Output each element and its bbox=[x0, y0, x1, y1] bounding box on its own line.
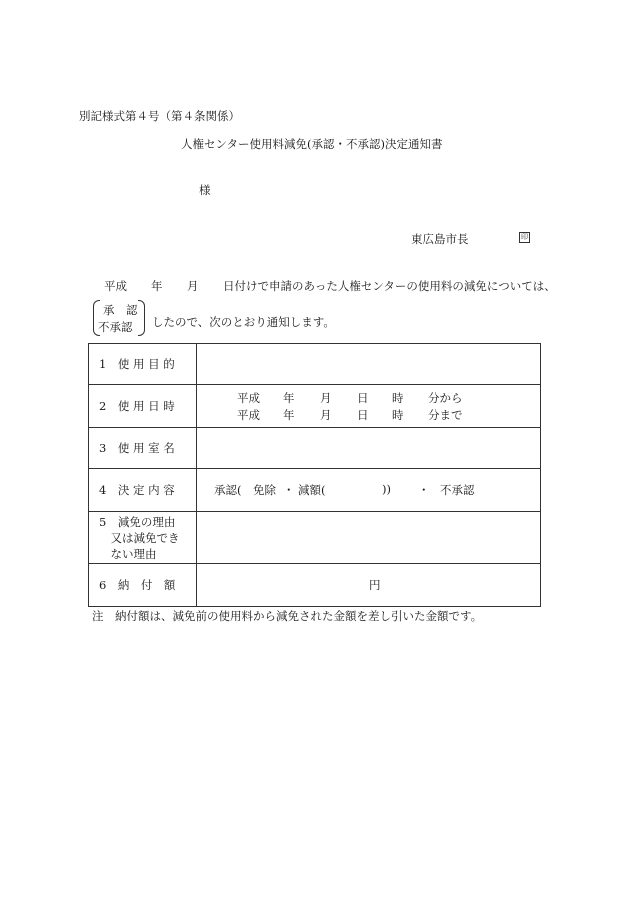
value-room bbox=[197, 428, 541, 469]
decision-reject: 不承認 bbox=[440, 483, 475, 497]
label-amount: 6 納 付 額 bbox=[89, 564, 197, 607]
decision-exempt: 免除 bbox=[253, 483, 276, 497]
addressee-suffix: 様 bbox=[199, 183, 211, 197]
decision-reduce: 減額( bbox=[298, 483, 326, 497]
decision-dot-1: ・ bbox=[283, 483, 295, 497]
choice-reject: 不承認 bbox=[98, 320, 133, 334]
label-decision: 4 決 定 内 容 bbox=[89, 469, 197, 512]
table-row bbox=[89, 512, 541, 564]
table-row bbox=[89, 564, 541, 607]
body-year: 年 bbox=[151, 279, 163, 293]
table-row bbox=[89, 344, 541, 385]
value-reason bbox=[197, 512, 541, 564]
body-line1-rest: 日付けで申請のあった人権センターの使用料の減免については、 bbox=[223, 279, 556, 293]
decision-close: )) bbox=[382, 482, 391, 496]
dt-from-era: 平成 bbox=[237, 391, 260, 405]
body-era: 平成 bbox=[104, 279, 127, 293]
dt-from-year: 年 bbox=[283, 391, 295, 405]
label-reason bbox=[89, 512, 197, 564]
body-month: 月 bbox=[187, 279, 199, 293]
dt-from-minute: 分から bbox=[428, 391, 463, 405]
value-purpose bbox=[197, 344, 541, 385]
issuer-name: 東広島市長 bbox=[411, 232, 469, 246]
label-room: 3 使 用 室 名 bbox=[89, 428, 197, 469]
seal-mark: 印 bbox=[521, 233, 528, 241]
dt-to-year: 年 bbox=[283, 408, 295, 422]
dt-to-day: 日 bbox=[357, 408, 369, 422]
approval-choice-bracket bbox=[93, 300, 145, 336]
decision-dot-2: ・ bbox=[418, 483, 430, 497]
table-row bbox=[89, 385, 541, 428]
table-row bbox=[89, 469, 541, 512]
footnote: 注 納付額は、減免前の使用料から減免された金額を差し引いた金額です。 bbox=[92, 609, 483, 623]
label-datetime: 2 使 用 日 時 bbox=[89, 385, 197, 428]
value-datetime bbox=[197, 385, 541, 428]
dt-to-month: 月 bbox=[320, 408, 332, 422]
dt-from-day: 日 bbox=[357, 391, 369, 405]
dt-from-hour: 時 bbox=[392, 391, 404, 405]
table-row bbox=[89, 428, 541, 469]
reason-line-2: 又は減免でき bbox=[99, 530, 180, 545]
choice-approve: 承 認 bbox=[103, 303, 138, 317]
right-bracket bbox=[138, 300, 145, 336]
dt-from-month: 月 bbox=[320, 391, 332, 405]
dt-to-era: 平成 bbox=[237, 408, 260, 422]
label-purpose: 1 使 用 目 的 bbox=[89, 344, 197, 385]
dt-to-hour: 時 bbox=[392, 408, 404, 422]
body-line2-rest: したので、次のとおり通知します。 bbox=[152, 315, 335, 329]
form-reference: 別記様式第４号（第４条関係） bbox=[79, 109, 240, 123]
decision-approve: 承認( bbox=[214, 483, 242, 497]
value-decision bbox=[197, 469, 541, 512]
reason-line-3: ない理由 bbox=[99, 546, 157, 561]
reason-line-1: 5 減免の理由 bbox=[99, 514, 176, 529]
dt-to-minute: 分まで bbox=[428, 408, 463, 422]
details-table bbox=[88, 343, 541, 607]
amount-unit: 円 bbox=[369, 578, 381, 592]
document-title: 人権センター使用料減免(承認・不承認)決定通知書 bbox=[181, 137, 443, 151]
value-amount bbox=[197, 564, 541, 607]
